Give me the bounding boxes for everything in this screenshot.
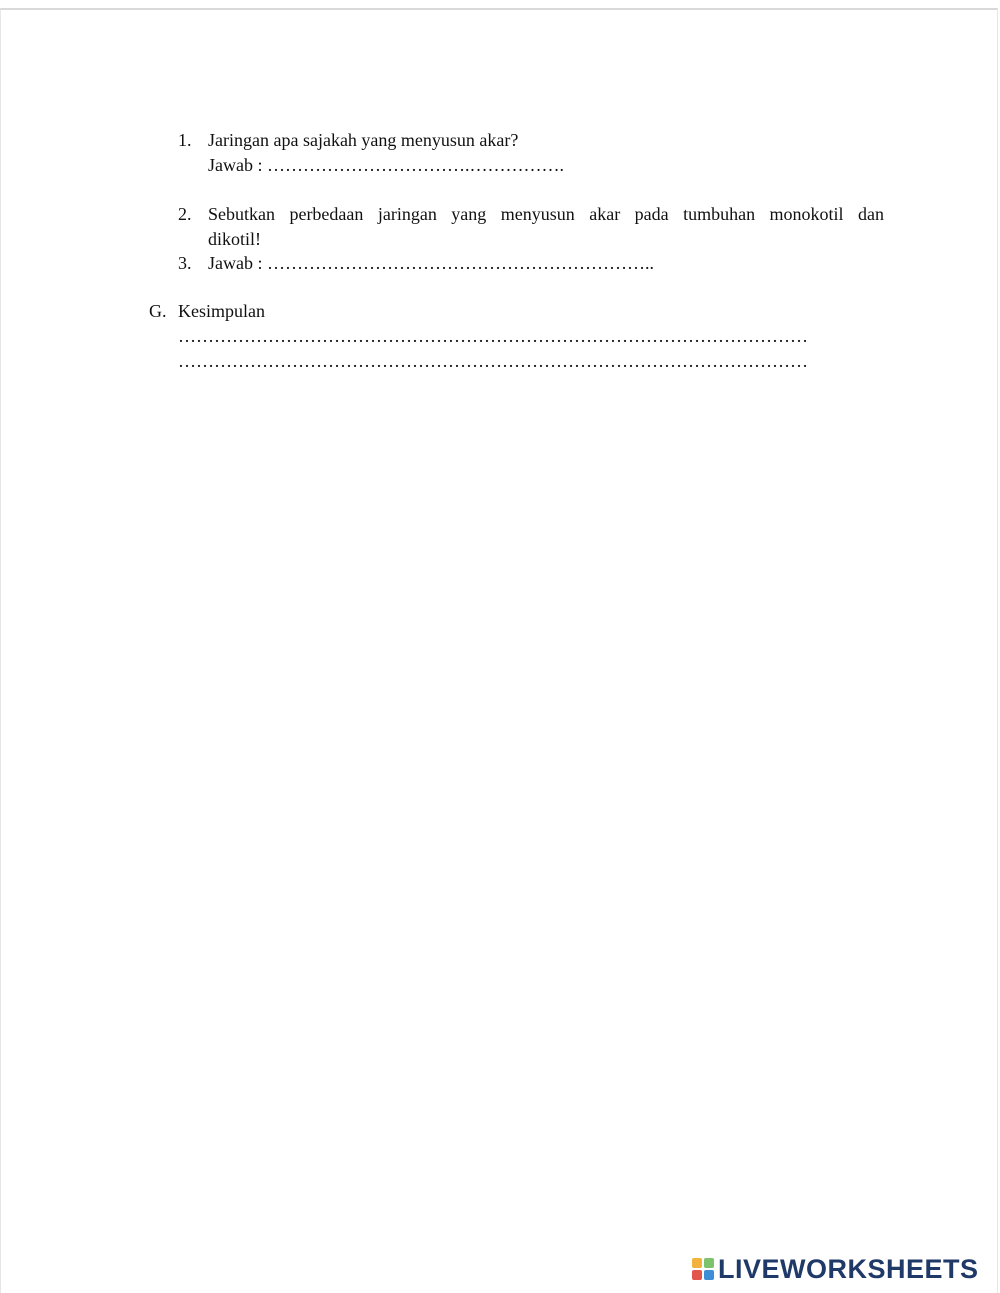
logo-square-icon <box>704 1258 714 1268</box>
conclusion-answer-line-2[interactable]: …………………………………………………………………………………………… <box>178 351 808 371</box>
logo-square-icon <box>704 1270 714 1280</box>
logo-square-icon <box>692 1258 702 1268</box>
worksheet-page <box>0 8 998 1293</box>
question-2-number: 2. <box>178 204 192 224</box>
liveworksheets-mark-icon <box>692 1258 714 1280</box>
question-2-text-line1: Sebutkan perbedaan jaringan yang menyusun akar pada tumbuhan monokotil dan <box>208 204 884 224</box>
liveworksheets-logo <box>692 1254 979 1284</box>
question-2-text-line2: dikotil! <box>208 229 261 249</box>
question-3-number: 3. <box>178 253 192 273</box>
section-g-label: G. <box>149 301 167 321</box>
logo-square-icon <box>692 1270 702 1280</box>
conclusion-answer-line-1[interactable]: …………………………………………………………………………………………… <box>178 326 808 346</box>
question-3-answer[interactable]: Jawab : ……………………………………………………….. <box>208 253 654 273</box>
section-g-title: Kesimpulan <box>178 301 265 321</box>
question-1-answer[interactable]: Jawab : …………………………….……………. <box>208 155 564 175</box>
question-1-text: Jaringan apa sajakah yang menyusun akar? <box>208 130 519 150</box>
question-1-number: 1. <box>178 130 192 150</box>
liveworksheets-wordmark: LIVEWORKSHEETS <box>718 1253 979 1284</box>
